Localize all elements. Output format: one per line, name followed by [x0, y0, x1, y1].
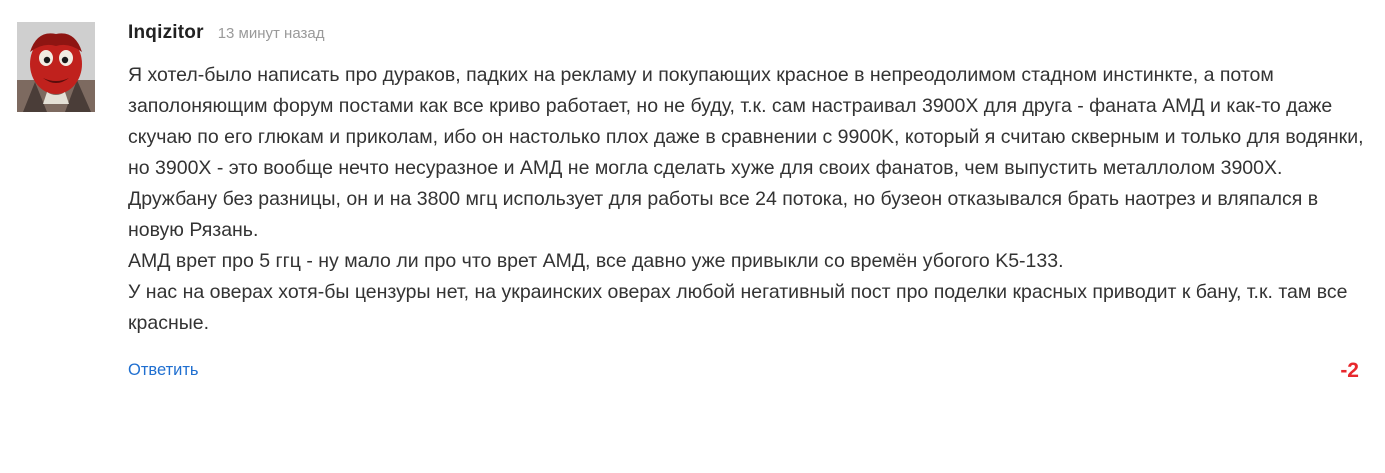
comment-text — [128, 60, 1371, 339]
comment-paragraph: Дружбану без разницы, он и на 3800 мгц использует для работы все 24 потока, но бузеон отказывался брать наотрез и вляпался в новую Рязань. — [128, 188, 1319, 241]
comment-paragraph: АМД врет про 5 ггц - ну мало ли про что врет АМД, все давно уже привыкли со времён убогого K5-133. — [128, 250, 1064, 272]
avatar[interactable] — [17, 22, 95, 112]
comment-footer — [128, 361, 1371, 387]
comment-meta — [128, 22, 1371, 48]
comment-paragraph: У нас на оверах хотя-бы цензуры нет, на украинских оверах любой негативный пост про поделки красных приводит к бану, т.к. там все красные. — [128, 281, 1348, 334]
rating-value: -2 — [1340, 359, 1359, 382]
user-avatar-muppet-icon — [17, 22, 95, 112]
comment-paragraph: Я хотел-было написать про дураков, падких на рекламу и покупающих красное в непреодолимом стадном инстинкте, а потом заполоняющим форум постами как все криво работает, но не буду, т.к. сам настраивал 3900X для друга - фаната АМД и как-то даже скучаю по его глюкам и приколам, ибо он настолько плох даже в сравнении с 9900K, который я считаю скверным и только для водянки, но 3900X - это вообще нечто несуразное и АМД не могла сделать хуже для своих фанатов, чем выпустить металлолом 3900X. — [128, 64, 1364, 179]
comment-author[interactable]: Inqizitor — [128, 22, 204, 43]
comment-body — [128, 18, 1371, 387]
reply-link[interactable]: Ответить — [128, 361, 199, 379]
comment-timestamp: 13 минут назад — [217, 25, 325, 42]
